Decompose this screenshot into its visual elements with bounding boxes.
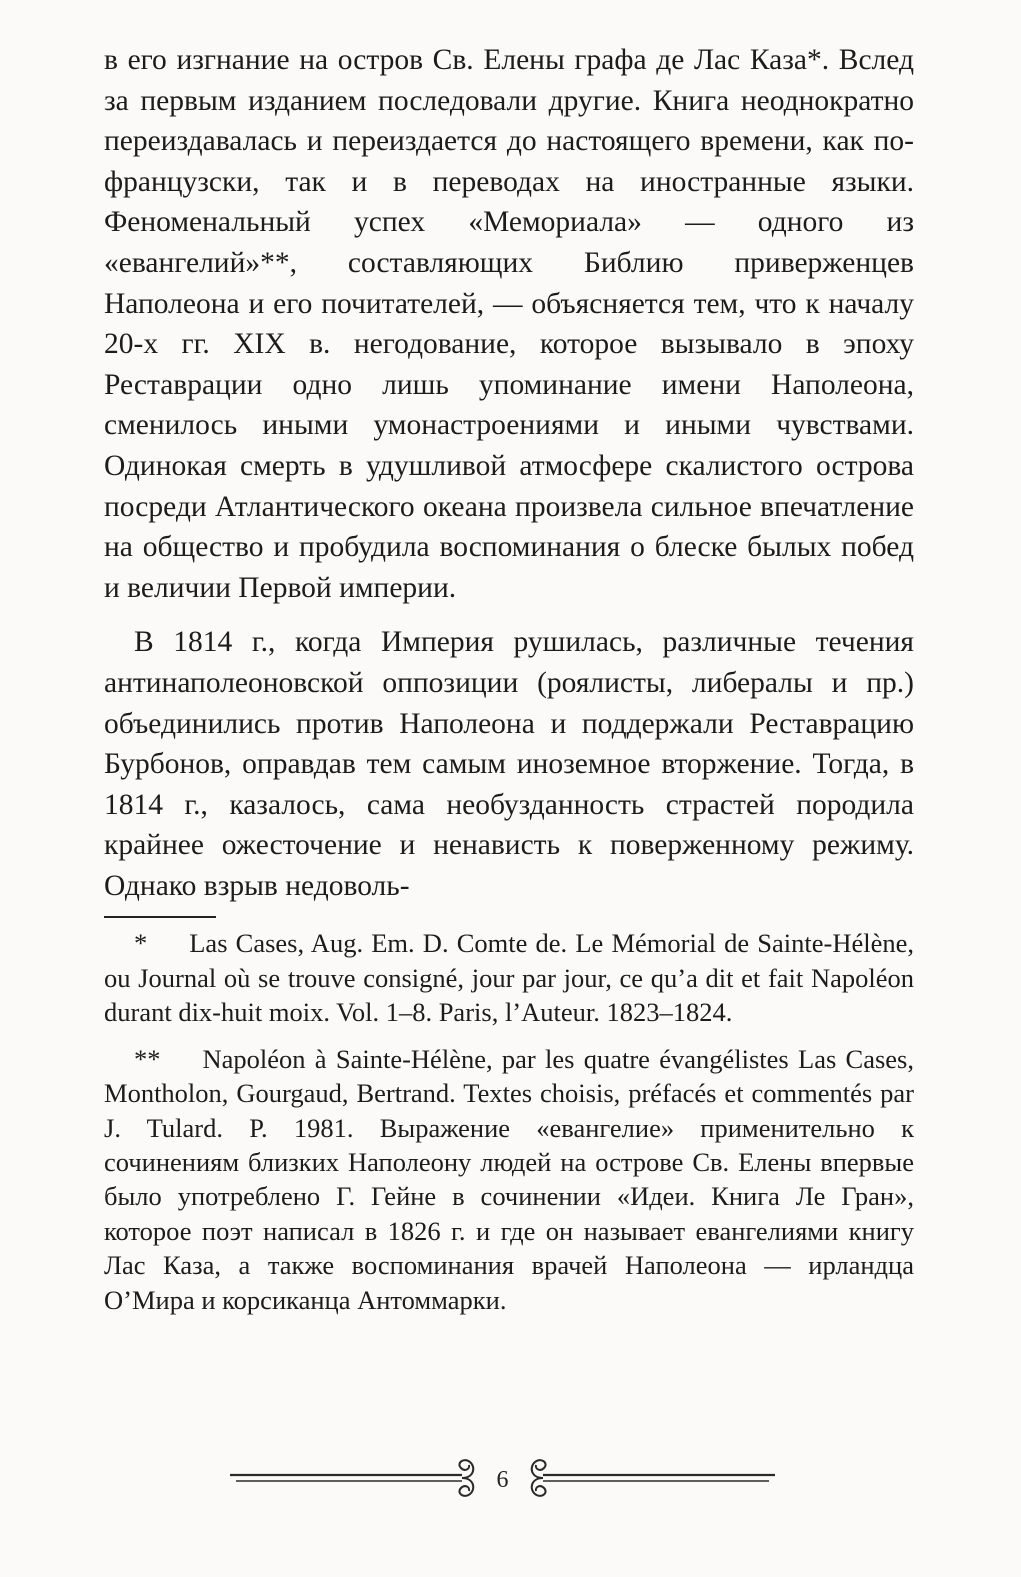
footnotes	[104, 926, 914, 1316]
footnote-2-text: Napoléon à Sainte-Hélène, par les quatre évangélistes Las Cases, Montholon, Gourgaud, Bertrand. Textes choisis, préfacés et commentés par J. Tulard. P. 1981. Выражение «евангелие» применительно к сочинениям близких Наполеону людей на острове Св. Елены впервые было употреблено Г. Гейне в сочинении «Идеи. Книга Ле Гран», которое поэт написал в 1826 г. и где он называет евангелиями книгу Лас Каза, а также воспоминания врачей Наполеона — ирландца О’Мира и корсиканца Антоммарки.	[104, 1043, 914, 1315]
page-number: 6	[496, 1467, 509, 1493]
footnote-1-text: Las Cases, Aug. Em. D. Comte de. Le Mémorial de Sainte-Hélène, ou Journal où se trouve consigné, jour par jour, ce qu’a dit et fait Napoléon durant dix-huit moix. Vol. 1–8. Paris, l’Auteur. 1823–1824.	[104, 928, 914, 1028]
page-footer	[230, 1445, 775, 1515]
footnote-1-mark: *	[134, 928, 148, 959]
paragraph-2: В 1814 г., когда Империя рушилась, различные течения антинаполеоновской оппозиции (роялисты, либералы и пр.) объединились против Наполеона и поддержали Реставрацию Бурбонов, оправдав тем самым иноземное вторжение. Тогда, в 1814 г., казалось, сама необузданность страстей породила крайнее ожесточение и ненависть к поверженному режиму. Однако взрыв недоволь-	[104, 626, 914, 902]
page-content	[104, 40, 914, 1317]
main-text	[104, 40, 914, 906]
footnote-2-mark: **	[134, 1043, 161, 1074]
footnote-1	[104, 926, 914, 1029]
footnote-2	[104, 1042, 914, 1317]
footnote-separator	[104, 916, 216, 918]
paragraph-1: в его изгнание на остров Св. Елены графа де Лас Каза*. Вслед за первым изданием последовали другие. Книга неоднократно переиздавалась и переиздается до настоящего времени, как по-французски, так и в переводах на иностранные языки. Феноменальный успех «Мемориала» — одного из «евангелий»**, составляющих Библию приверженцев Наполеона и его почитателей, — объясняется тем, что к началу 20-х гг. XIX в. негодование, которое вызывало в эпоху Реставрации одно лишь упоминание имени Наполеона, сменилось иными умонастроениями и иными чувствами. Одинокая смерть в удушливой атмосфере скалистого острова посреди Атлантического океана произвела сильное впечатление на общество и пробудила воспоминания о блеске былых побед и величии Первой империи.	[104, 44, 914, 604]
